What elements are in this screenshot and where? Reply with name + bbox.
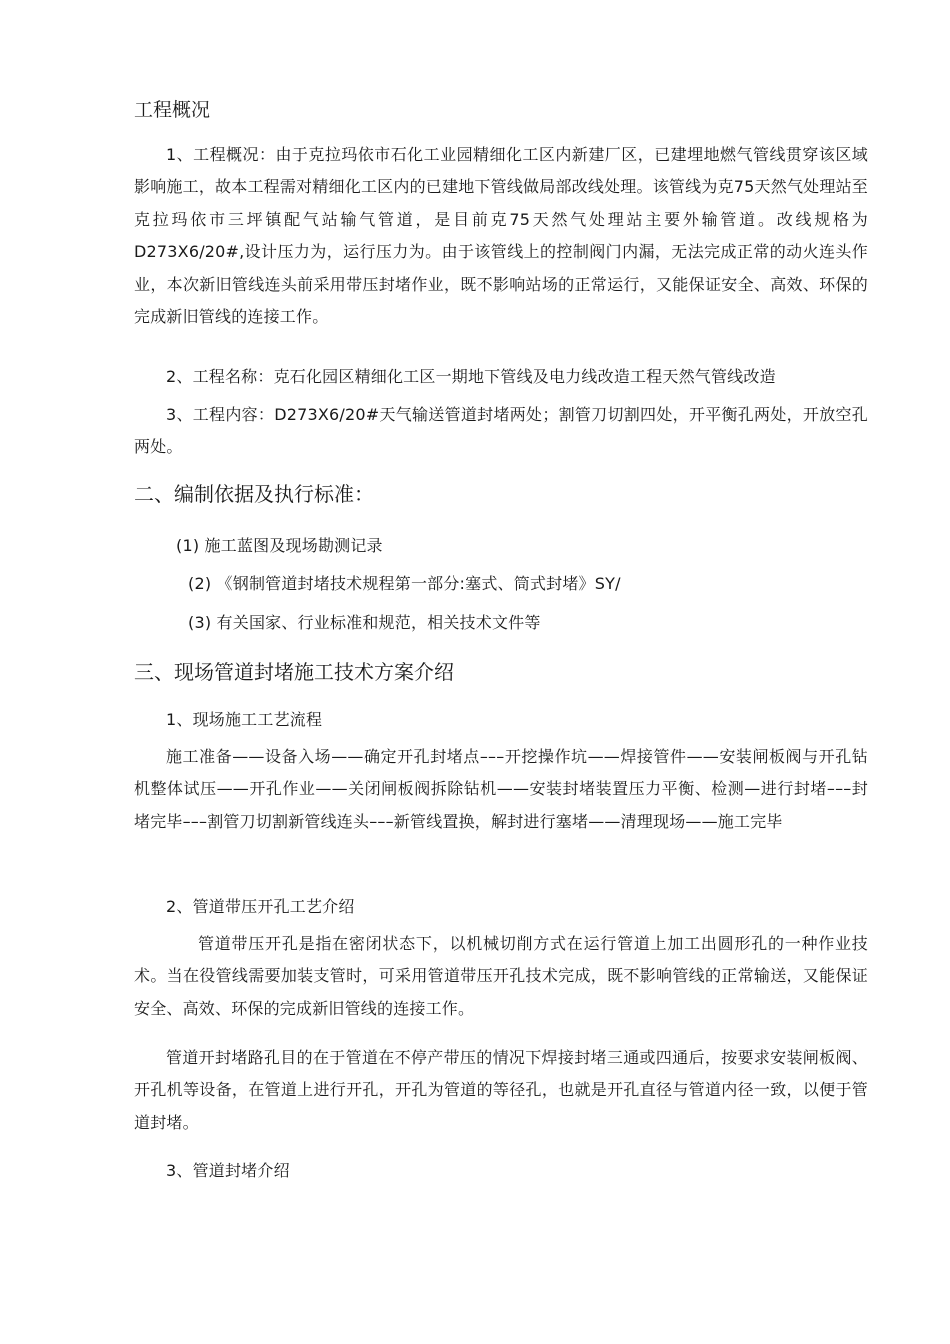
hot-tapping-paragraph-1: 管道带压开孔是指在密闭状态下，以机械切削方式在运行管道上加工出圆形孔的一种作业技术。当在役管线需要加装支管时，可采用管道带压开孔技术完成，既不影响管线的正常输送，又能保证安全、高效、环保的完成新旧管线的连接工作。 — [134, 934, 868, 1018]
overview-paragraph-2: 2、工程名称：克石化园区精细化工区一期地下管线及电力线改造工程天然气管线改造 — [166, 367, 776, 386]
basis-item-3: (3) 有关国家、行业标准和规范，相关技术文件等 — [188, 613, 541, 632]
section-title-basis: 二、编制依据及执行标准： — [134, 482, 374, 506]
subsection-title-process: 1、现场施工工艺流程 — [166, 710, 323, 729]
section-title-overview: 工程概况 — [134, 99, 211, 121]
hot-tapping-paragraph-2: 管道开封堵路孔目的在于管道在不停产带压的情况下焊接封堵三通或四通后，按要求安装闸板阀、开孔机等设备，在管道上进行开孔，开孔为管道的等径孔，也就是开孔直径与管道内径一致，以便于管道封堵。 — [134, 1048, 868, 1132]
subsection-title-hot-tapping: 2、管道带压开孔工艺介绍 — [166, 897, 355, 916]
overview-paragraph-3: 3、工程内容：D273X6/20#天气输送管道封堵两处；割管刀切割四处，开平衡孔两处，开放空孔两处。 — [134, 405, 868, 457]
basis-item-2: (2) 《钢制管道封堵技术规程第一部分:塞式、筒式封堵》SY/ — [188, 574, 621, 593]
section-title-plan: 三、现场管道封堵施工技术方案介绍 — [134, 660, 454, 684]
process-flow-paragraph: 施工准备——设备入场——确定开孔封堵点–––开挖操作坑——焊接管件——安装闸板阀与开孔钻机整体试压——开孔作业——关闭闸板阀拆除钻机——安装封堵装置压力平衡、检测—进行封堵–––封堵完毕–––割管刀切割新管线连头–––新管线置换，解封进行塞堵——清理现场——施工完毕 — [134, 747, 868, 831]
overview-paragraph-1: 1、工程概况：由于克拉玛依市石化工业园精细化工区内新建厂区，已建埋地燃气管线贯穿该区域影响施工，故本工程需对精细化工区内的已建地下管线做局部改线处理。该管线为克75天然气处理站至克拉玛依市三坪镇配气站输气管道，是目前克75天然气处理站主要外输管道。改线规格为D273X6/20#,设计压力为，运行压力为。由于该管线上的控制阀门内漏，无法完成正常的动火连头作业，本次新旧管线连头前采用带压封堵作业，既不影响站场的正常运行，又能保证安全、高效、环保的完成新旧管线的连接工作。 — [134, 145, 868, 327]
basis-item-1: (1) 施工蓝图及现场勘测记录 — [176, 536, 383, 555]
subsection-title-plugging: 3、管道封堵介绍 — [166, 1161, 290, 1180]
